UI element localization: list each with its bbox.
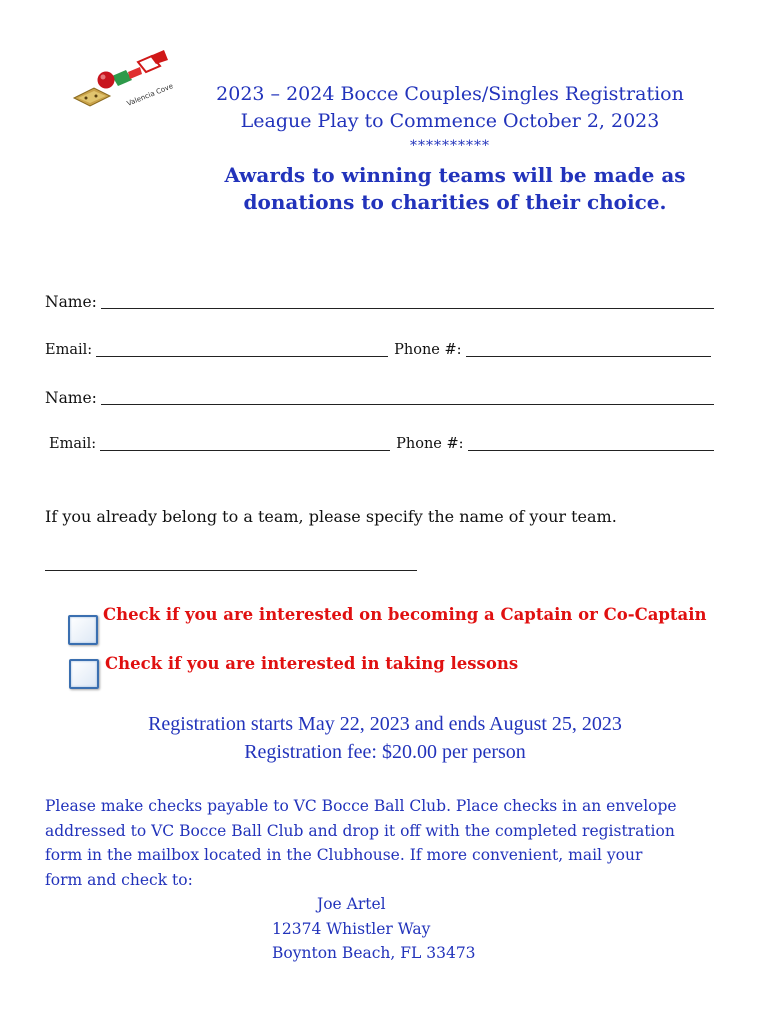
team-name-input-line[interactable] xyxy=(45,570,417,571)
phone-input-line[interactable] xyxy=(468,434,714,451)
name-row-1 xyxy=(45,292,718,312)
logo-caption: Valencia Cove xyxy=(125,82,175,108)
contact-row-2 xyxy=(49,434,718,454)
registration-fee: Registration fee: $20.00 per person xyxy=(244,741,526,763)
awards-line-1: Awards to winning teams will be made as xyxy=(224,163,686,187)
phone-input-line[interactable] xyxy=(466,340,711,357)
team-prompt: If you already belong to a team, please specify the name of your team. xyxy=(45,507,617,526)
email-input-line[interactable] xyxy=(100,434,390,451)
lessons-checkbox[interactable] xyxy=(69,659,99,689)
awards-line-2: donations to charities of their choice. xyxy=(243,190,667,214)
instructions xyxy=(45,794,760,892)
address-street: 12374 Whistler Way xyxy=(272,919,431,938)
phone-label: Phone #: xyxy=(394,342,462,358)
name-input-line[interactable] xyxy=(101,388,714,405)
email-label: Email: xyxy=(45,342,93,358)
captain-checkbox-label: Check if you are interested on becoming a Captain or Co-Captain xyxy=(103,605,707,624)
title-line-2: League Play to Commence October 2, 2023 xyxy=(240,110,660,132)
email-label: Email: xyxy=(49,436,97,452)
email-input-line[interactable] xyxy=(96,340,388,357)
instructions-line: form and check to: xyxy=(45,870,193,889)
instructions-line: form in the mailbox located in the Clubhouse. If more convenient, mail your xyxy=(45,846,643,864)
address-name: Joe Artel xyxy=(317,895,386,913)
instructions-line: addressed to VC Bocce Ball Club and drop it off with the completed registration xyxy=(45,821,675,840)
mailing-address xyxy=(272,892,632,966)
name-row-2 xyxy=(45,388,718,408)
lessons-checkbox-label: Check if you are interested in taking lessons xyxy=(105,654,519,673)
address-city: Boynton Beach, FL 33473 xyxy=(272,944,476,962)
name-label: Name: xyxy=(45,293,97,311)
phone-label: Phone #: xyxy=(396,436,464,452)
instructions-line: Please make checks payable to VC Bocce Ball Club. Place checks in an envelope xyxy=(45,797,677,815)
registration-dates: Registration starts May 22, 2023 and ends August 25, 2023 xyxy=(148,713,622,735)
title-line-1: 2023 – 2024 Bocce Couples/Singles Registration xyxy=(216,83,684,105)
name-input-line[interactable] xyxy=(101,292,714,309)
separator-stars: ********** xyxy=(410,138,490,154)
name-label: Name: xyxy=(45,389,97,407)
contact-row-1 xyxy=(45,340,715,360)
captain-checkbox[interactable] xyxy=(68,615,98,645)
